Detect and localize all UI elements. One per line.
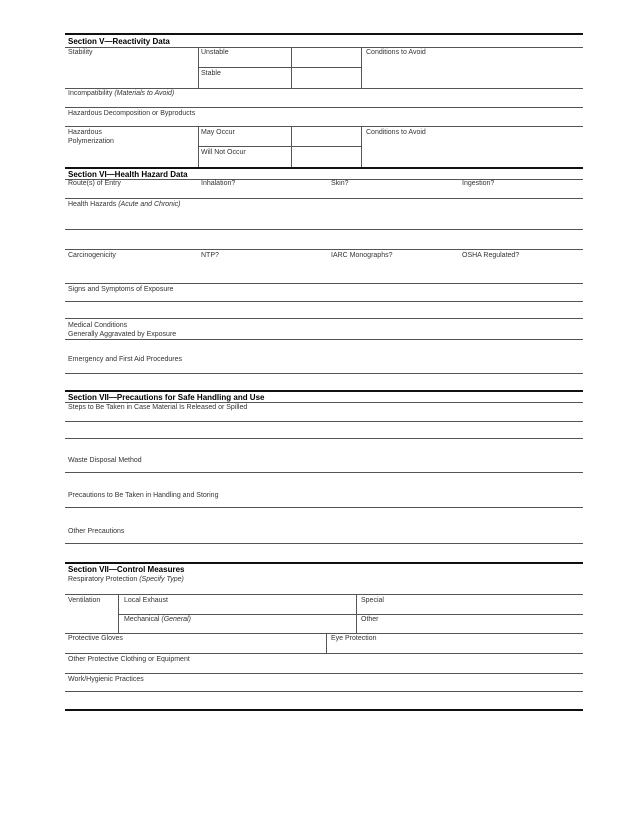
divider	[65, 179, 583, 180]
mechanical-field[interactable]	[121, 624, 355, 633]
divider	[65, 107, 583, 108]
ingestion-label: Ingestion?	[462, 180, 495, 187]
health-hazards-label: Health Hazards (Acute and Chronic)	[68, 201, 181, 208]
local-exhaust-field[interactable]	[121, 605, 355, 614]
divider	[65, 438, 583, 439]
divider	[326, 633, 327, 653]
divider	[118, 594, 119, 633]
other-field[interactable]	[358, 624, 583, 633]
work-hygienic-field[interactable]	[65, 684, 583, 708]
medical-conditions-label: Medical Conditions Generally Aggravated by Exposure	[68, 322, 177, 338]
stable-label: Stable	[201, 70, 221, 77]
polymerization-conditions-label: Conditions to Avoid	[366, 129, 426, 136]
divider	[65, 229, 583, 230]
will-not-occur-checkbox-field[interactable]	[291, 146, 361, 167]
stability-conditions-field[interactable]	[362, 57, 583, 89]
hazardous-decomposition-field[interactable]	[65, 118, 583, 126]
osha-label: OSHA Regulated?	[462, 252, 520, 259]
divider	[65, 318, 583, 319]
protective-gloves-label: Protective Gloves	[68, 635, 123, 642]
carcinogenicity-label: Carcinogenicity	[68, 252, 116, 259]
other-precautions-field[interactable]	[65, 536, 583, 560]
divider	[65, 594, 583, 595]
divider	[65, 373, 583, 374]
waste-disposal-label: Waste Disposal Method	[68, 457, 142, 464]
form-bottom-rule	[65, 709, 583, 711]
divider	[361, 126, 362, 167]
divider	[65, 507, 583, 508]
routes-of-entry-label: Route(s) of Entry	[68, 180, 121, 187]
eye-protection-field[interactable]	[328, 643, 583, 653]
section-vi-top-rule	[65, 167, 583, 169]
hazardous-polymerization-label: Hazardous Polymerization	[68, 129, 114, 145]
unstable-label: Unstable	[201, 49, 229, 56]
divider	[65, 633, 583, 634]
incompatibility-field[interactable]	[65, 98, 583, 107]
polymerization-conditions-field[interactable]	[362, 137, 583, 168]
local-exhaust-label: Local Exhaust	[124, 597, 168, 604]
stability-label: Stability	[68, 49, 93, 56]
divider	[65, 691, 583, 692]
work-hygienic-label: Work/Hygienic Practices	[68, 676, 144, 683]
may-occur-label: May Occur	[201, 129, 235, 136]
divider	[65, 198, 583, 199]
divider	[65, 653, 583, 654]
divider	[65, 543, 583, 544]
other-precautions-label: Other Precautions	[68, 528, 125, 535]
divider	[291, 47, 292, 88]
routes-of-entry-field[interactable]	[65, 188, 583, 198]
incompatibility-label: Incompatibility (Materials to Avoid)	[68, 90, 175, 97]
divider	[65, 249, 583, 250]
handling-storing-field[interactable]	[65, 500, 583, 524]
divider	[65, 673, 583, 674]
medical-conditions-field[interactable]	[65, 339, 583, 351]
eye-protection-label: Eye Protection	[331, 635, 377, 642]
signs-symptoms-label: Signs and Symptoms of Exposure	[68, 286, 174, 293]
section-vii-top-rule	[65, 390, 583, 392]
section-v-title: Section V—Reactivity Data	[68, 37, 170, 46]
iarc-label: IARC Monographs?	[331, 252, 393, 259]
divider	[361, 47, 362, 88]
section-vi-title: Section VI—Health Hazard Data	[68, 170, 188, 179]
carcinogenicity-field[interactable]	[65, 260, 583, 283]
divider	[198, 47, 199, 88]
special-label: Special	[361, 597, 384, 604]
section-v-top-rule	[65, 33, 583, 35]
steps-label: Steps to Be Taken in Case Material Is Released or Spilled	[68, 404, 248, 411]
skin-label: Skin?	[331, 180, 349, 187]
divider	[291, 126, 292, 167]
divider	[356, 594, 357, 633]
other-label: Other	[361, 616, 379, 623]
section-vii-title: Section VII—Precautions for Safe Handling and Use	[68, 393, 265, 402]
divider	[65, 339, 583, 340]
steps-field[interactable]	[65, 413, 583, 454]
mechanical-label: Mechanical (General)	[124, 616, 191, 623]
divider	[198, 126, 199, 167]
section-viii-top-rule	[65, 562, 583, 564]
may-occur-checkbox-field[interactable]	[291, 126, 361, 146]
divider	[65, 301, 583, 302]
divider	[65, 283, 583, 284]
conditions-to-avoid-label: Conditions to Avoid	[366, 49, 426, 56]
ventilation-label: Ventilation	[68, 597, 101, 604]
waste-disposal-field[interactable]	[65, 465, 583, 489]
protective-gloves-field[interactable]	[65, 643, 325, 653]
signs-symptoms-field[interactable]	[65, 294, 583, 317]
emergency-field[interactable]	[65, 364, 583, 388]
divider	[65, 472, 583, 473]
divider	[65, 421, 583, 422]
inhalation-label: Inhalation?	[201, 180, 236, 187]
other-clothing-label: Other Protective Clothing or Equipment	[68, 656, 190, 663]
respiratory-label: Respiratory Protection (Specify Type)	[68, 576, 184, 583]
special-field[interactable]	[358, 605, 583, 614]
hazardous-decomposition-label: Hazardous Decomposition or Byproducts	[68, 110, 196, 117]
stable-checkbox-field[interactable]	[291, 67, 361, 88]
unstable-checkbox-field[interactable]	[291, 47, 361, 67]
ntp-label: NTP?	[201, 252, 219, 259]
handling-storing-label: Precautions to Be Taken in Handling and Storing	[68, 492, 219, 499]
respiratory-field[interactable]	[65, 584, 583, 594]
emergency-label: Emergency and First Aid Procedures	[68, 356, 182, 363]
other-clothing-field[interactable]	[65, 664, 583, 673]
section-viii-title: Section VII—Control Measures	[68, 565, 185, 574]
will-not-occur-label: Will Not Occur	[201, 149, 246, 156]
